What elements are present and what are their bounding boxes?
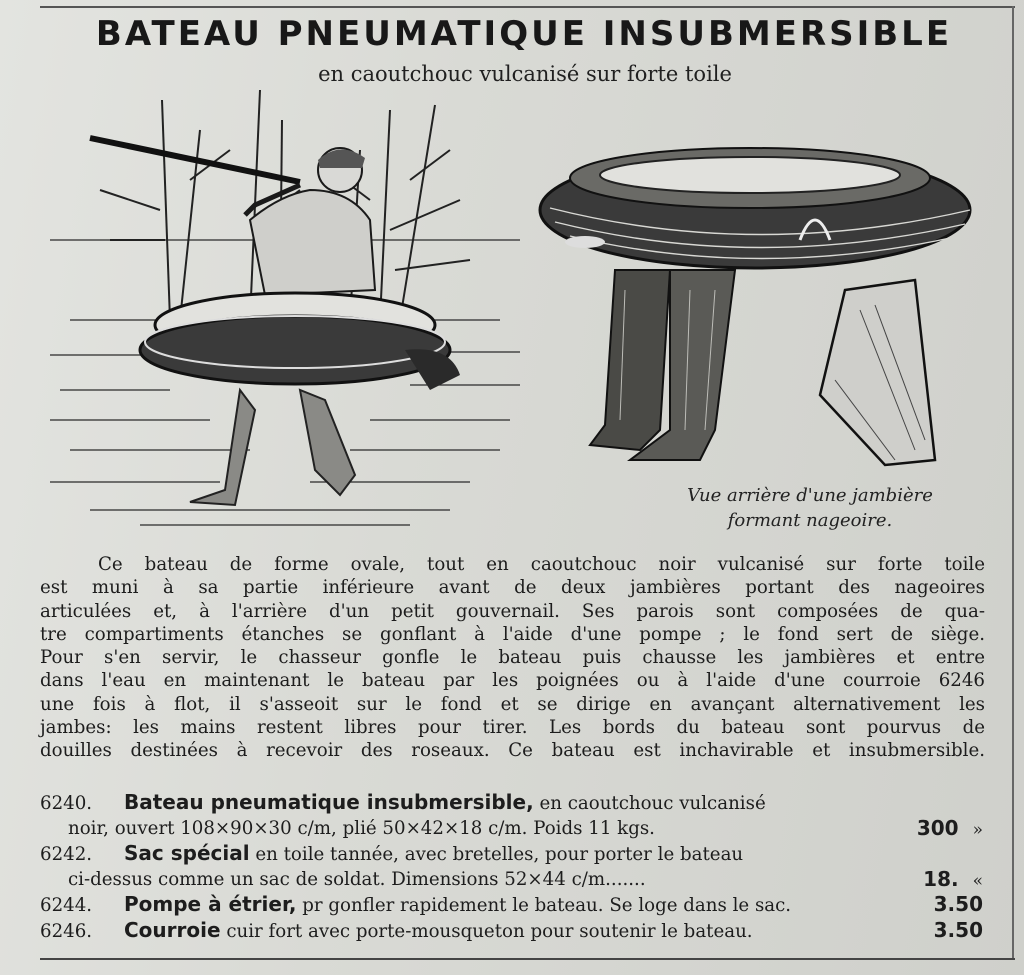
hunter-in-boat-icon: [50, 90, 520, 530]
item-name: Courroie: [124, 917, 221, 942]
page-subtitle: en caoutchouc vulcanisé sur forte toile: [318, 62, 732, 86]
item-price: 3.50: [933, 892, 983, 916]
description-line: Ce bateau de forme ovale, tout en caoutchouc noir vulcanisé sur forte toile: [98, 554, 985, 575]
item-text: ci-dessus comme un sac de soldat. Dimensions 52×44 c/m.......: [68, 868, 646, 890]
top-rule: [40, 6, 1015, 8]
right-rule: [1012, 6, 1014, 960]
page-title: BATEAU PNEUMATIQUE INSUBMERSIBLE: [95, 14, 953, 54]
item-text: en toile tannée, avec bretelles, pour porter le bateau: [249, 844, 744, 865]
item-number: 6242.: [40, 844, 93, 865]
list-item: [40, 790, 985, 816]
product-list: [40, 790, 985, 943]
description-line: Pour s'en servir, le chasseur gonfle le bateau puis chausse les jambières et entre: [40, 647, 985, 669]
description-line: est muni à sa partie inférieure avant de deux jambières portant des nageoires: [40, 577, 985, 599]
list-item-continuation: [40, 867, 985, 893]
item-number: 6240.: [40, 793, 93, 814]
item-name: Pompe à étrier,: [124, 892, 297, 916]
item-price: 300 »: [916, 815, 983, 840]
description-paragraph: [40, 553, 985, 763]
item-name: Bateau pneumatique insubmersible,: [124, 790, 534, 814]
item-name: Sac spécial: [124, 841, 250, 865]
item-number: 6244.: [40, 895, 93, 916]
description-line: articulées et, à l'arrière d'un petit gouvernail. Ses parois sont composées de qua-: [40, 600, 985, 622]
caption-line-2: formant nageoire.: [727, 510, 893, 531]
description-line: une fois à flot, il s'asseoit sur le fond et se dirige en avançant alternativement les: [40, 693, 985, 715]
bottom-rule: [40, 958, 1015, 960]
item-text: cuir fort avec porte-mousqueton pour soutenir le bateau.: [220, 920, 753, 942]
figure-caption: [640, 483, 980, 533]
list-item: [40, 918, 985, 944]
boat-and-leggings-icon: [530, 130, 990, 480]
list-item: [40, 892, 985, 918]
caption-line-1: Vue arrière d'une jambière: [687, 485, 933, 506]
list-item-continuation: [40, 816, 985, 842]
item-price: 18. «: [923, 866, 983, 891]
item-text: pr gonfler rapidement le bateau. Se loge dans le sac.: [296, 895, 792, 916]
item-price: 3.50: [933, 917, 983, 942]
list-item: [40, 841, 985, 867]
description-line: tre compartiments étanches se gonflant à l'aide d'une pompe ; le fond sert de siège.: [40, 623, 985, 645]
item-text: noir, ouvert 108×90×30 c/m, plié 50×42×18 c/m. Poids 11 kgs.: [68, 817, 655, 839]
description-line: douilles destinées à recevoir des roseaux. Ce bateau est inchavirable et insubmersible.: [40, 740, 985, 762]
description-line: dans l'eau en maintenant le bateau par les poignées ou à l'aide d'une courroie 6246: [40, 670, 985, 692]
item-number: 6246.: [40, 920, 93, 942]
item-text: en caoutchouc vulcanisé: [533, 793, 766, 814]
description-line: jambes: les mains restent libres pour tirer. Les bords du bateau sont pourvus de: [40, 717, 985, 739]
